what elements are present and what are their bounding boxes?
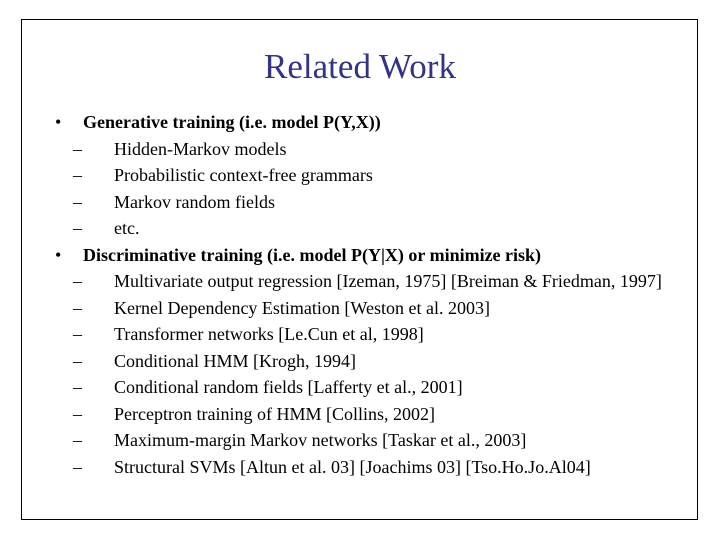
dash-icon: – bbox=[73, 297, 82, 318]
bullet-icon: • bbox=[55, 244, 62, 265]
dash-icon: – bbox=[73, 403, 82, 424]
bullet-generative-training bbox=[0, 109, 720, 242]
list-item bbox=[0, 136, 720, 163]
list-item-text: Probabilistic context-free grammars bbox=[114, 165, 373, 185]
bullet-text: Discriminative training (i.e. model P(Y|X) or minimize risk) bbox=[83, 244, 542, 265]
dash-icon: – bbox=[73, 218, 82, 238]
list-item-text: Kernel Dependency Estimation [Weston et al. 2003] bbox=[114, 297, 490, 318]
dash-icon: – bbox=[73, 138, 82, 159]
sub-list bbox=[73, 268, 720, 480]
slide-content bbox=[0, 109, 720, 480]
list-item bbox=[0, 189, 720, 216]
list-item-text: etc. bbox=[114, 218, 140, 238]
list-item bbox=[0, 348, 720, 375]
list-item bbox=[0, 215, 720, 242]
dash-icon: – bbox=[73, 350, 82, 371]
list-item-text: Perceptron training of HMM [Collins, 2002] bbox=[114, 403, 435, 424]
list-item bbox=[0, 454, 720, 481]
dash-icon: – bbox=[73, 377, 82, 397]
bullet-text: Generative training (i.e. model P(Y,X)) bbox=[83, 112, 381, 132]
list-item bbox=[0, 295, 720, 322]
dash-icon: – bbox=[73, 271, 82, 291]
list-item-text: Transformer networks [Le.Cun et al, 1998] bbox=[114, 324, 424, 344]
bullet-icon: • bbox=[55, 112, 62, 132]
list-item bbox=[0, 321, 720, 348]
dash-icon: – bbox=[73, 430, 82, 450]
list-item bbox=[0, 374, 720, 401]
dash-icon: – bbox=[73, 191, 82, 212]
list-item-text: Conditional random fields [Lafferty et al., 2001] bbox=[114, 377, 463, 397]
list-item bbox=[0, 162, 720, 189]
dash-icon: – bbox=[73, 456, 82, 477]
list-item bbox=[0, 427, 720, 454]
list-item-text: Conditional HMM [Krogh, 1994] bbox=[114, 350, 356, 371]
list-item bbox=[0, 401, 720, 428]
list-item-text: Multivariate output regression [Izeman, 1975] [Breiman & Friedman, 1997] bbox=[114, 271, 662, 291]
list-item-text: Hidden-Markov models bbox=[114, 138, 287, 159]
list-item-text: Markov random fields bbox=[114, 191, 275, 212]
sub-list bbox=[73, 136, 720, 242]
dash-icon: – bbox=[73, 324, 82, 344]
slide-title: Related Work bbox=[264, 47, 456, 86]
dash-icon: – bbox=[73, 165, 82, 185]
list-item-text: Structural SVMs [Altun et al. 03] [Joachims 03] [Tso.Ho.Jo.Al04] bbox=[114, 456, 591, 477]
list-item bbox=[0, 268, 720, 295]
bullet-discriminative-training bbox=[0, 242, 720, 481]
list-item-text: Maximum-margin Markov networks [Taskar et al., 2003] bbox=[114, 430, 527, 450]
